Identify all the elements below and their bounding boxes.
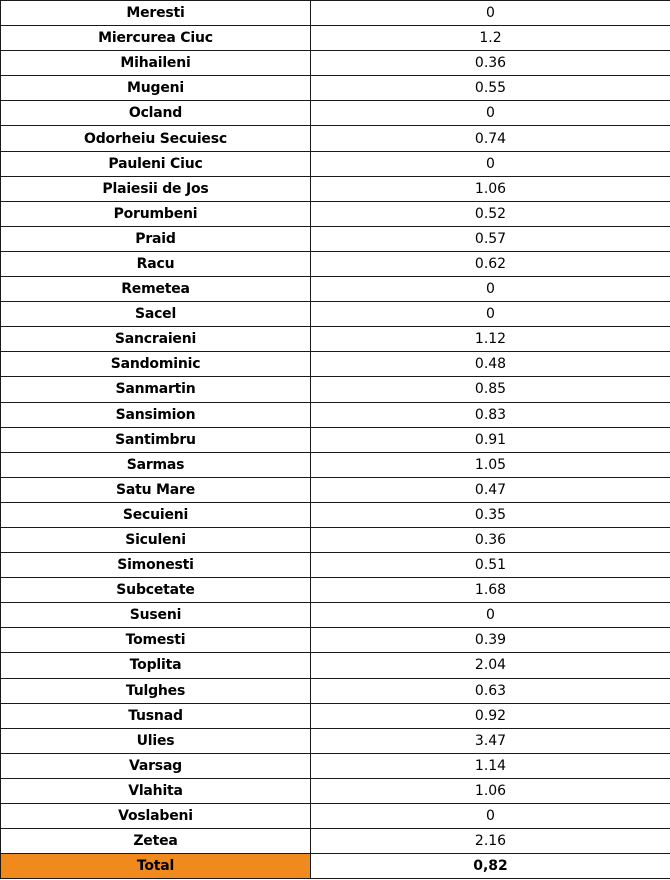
table-row: [1, 201, 670, 226]
locality-name-cell[interactable]: Ocland: [1, 101, 311, 126]
locality-name-cell[interactable]: Plaiesii de Jos: [1, 176, 311, 201]
table-row: [1, 1, 670, 26]
table-row: [1, 502, 670, 527]
value-cell[interactable]: 0.83: [311, 402, 670, 427]
value-cell[interactable]: 0.52: [311, 201, 670, 226]
locality-name-cell[interactable]: Voslabeni: [1, 804, 311, 829]
value-cell[interactable]: 1.12: [311, 327, 670, 352]
locality-name-cell[interactable]: Odorheiu Secuiesc: [1, 126, 311, 151]
locality-name-cell[interactable]: Tomesti: [1, 628, 311, 653]
locality-name-cell[interactable]: Mugeni: [1, 76, 311, 101]
table-row: [1, 176, 670, 201]
value-cell[interactable]: 0.74: [311, 126, 670, 151]
locality-name-cell[interactable]: Simonesti: [1, 553, 311, 578]
value-cell[interactable]: 0.62: [311, 251, 670, 276]
table-row: [1, 527, 670, 552]
value-cell[interactable]: 0.36: [311, 527, 670, 552]
total-label-cell[interactable]: Total: [1, 854, 311, 879]
locality-name-cell[interactable]: Varsag: [1, 753, 311, 778]
value-cell[interactable]: 3.47: [311, 728, 670, 753]
locality-name-cell[interactable]: Sancraieni: [1, 327, 311, 352]
value-cell[interactable]: 1.14: [311, 753, 670, 778]
value-cell[interactable]: 0.57: [311, 226, 670, 251]
value-cell[interactable]: 1.05: [311, 452, 670, 477]
value-cell[interactable]: 1.06: [311, 176, 670, 201]
locality-name-cell[interactable]: Ulies: [1, 728, 311, 753]
locality-name-cell[interactable]: Pauleni Ciuc: [1, 151, 311, 176]
table-row: [1, 76, 670, 101]
value-cell[interactable]: 0.47: [311, 477, 670, 502]
table-row: [1, 277, 670, 302]
value-cell[interactable]: 0.51: [311, 553, 670, 578]
locality-name-cell[interactable]: Mihaileni: [1, 51, 311, 76]
locality-name-cell[interactable]: Porumbeni: [1, 201, 311, 226]
table-row: [1, 703, 670, 728]
locality-name-cell[interactable]: Toplita: [1, 653, 311, 678]
table-row: [1, 251, 670, 276]
locality-name-cell[interactable]: Praid: [1, 226, 311, 251]
table-row: [1, 628, 670, 653]
locality-name-cell[interactable]: Secuieni: [1, 502, 311, 527]
value-cell[interactable]: 0: [311, 302, 670, 327]
value-cell[interactable]: 0: [311, 1, 670, 26]
value-cell[interactable]: 0.48: [311, 352, 670, 377]
value-cell[interactable]: 0.91: [311, 427, 670, 452]
value-cell[interactable]: 0: [311, 101, 670, 126]
locality-name-cell[interactable]: Sacel: [1, 302, 311, 327]
value-cell[interactable]: 0.36: [311, 51, 670, 76]
value-cell[interactable]: 0: [311, 277, 670, 302]
value-cell[interactable]: 1.68: [311, 578, 670, 603]
locality-name-cell[interactable]: Sandominic: [1, 352, 311, 377]
value-cell[interactable]: 0.92: [311, 703, 670, 728]
locality-name-cell[interactable]: Satu Mare: [1, 477, 311, 502]
table-row: [1, 126, 670, 151]
locality-name-cell[interactable]: Siculeni: [1, 527, 311, 552]
table-row: [1, 553, 670, 578]
value-cell[interactable]: 0.35: [311, 502, 670, 527]
locality-name-cell[interactable]: Sanmartin: [1, 377, 311, 402]
locality-name-cell[interactable]: Remetea: [1, 277, 311, 302]
table-row: [1, 402, 670, 427]
table-body: [1, 1, 670, 879]
table-row: [1, 753, 670, 778]
value-cell[interactable]: 0.85: [311, 377, 670, 402]
value-cell[interactable]: 0.39: [311, 628, 670, 653]
locality-name-cell[interactable]: Suseni: [1, 603, 311, 628]
value-cell[interactable]: 0: [311, 151, 670, 176]
value-cell[interactable]: 0.55: [311, 76, 670, 101]
locality-name-cell[interactable]: Meresti: [1, 1, 311, 26]
table-row: [1, 327, 670, 352]
total-value-cell[interactable]: 0,82: [311, 854, 670, 879]
table-row: [1, 653, 670, 678]
table-row: [1, 678, 670, 703]
locality-name-cell[interactable]: Santimbru: [1, 427, 311, 452]
locality-name-cell[interactable]: Sarmas: [1, 452, 311, 477]
locality-name-cell[interactable]: Tusnad: [1, 703, 311, 728]
value-cell[interactable]: 0: [311, 603, 670, 628]
locality-name-cell[interactable]: Subcetate: [1, 578, 311, 603]
locality-name-cell[interactable]: Sansimion: [1, 402, 311, 427]
locality-name-cell[interactable]: Tulghes: [1, 678, 311, 703]
value-cell[interactable]: 2.16: [311, 829, 670, 854]
table-row: [1, 226, 670, 251]
table-row: [1, 302, 670, 327]
table-row: [1, 778, 670, 803]
table-row: [1, 151, 670, 176]
locality-name-cell[interactable]: Vlahita: [1, 778, 311, 803]
table-row: [1, 804, 670, 829]
locality-name-cell[interactable]: Zetea: [1, 829, 311, 854]
value-cell[interactable]: 1.2: [311, 26, 670, 51]
table-row: [1, 603, 670, 628]
table-row: [1, 101, 670, 126]
table-row: [1, 352, 670, 377]
value-cell[interactable]: 0: [311, 804, 670, 829]
value-cell[interactable]: 0.63: [311, 678, 670, 703]
value-cell[interactable]: 1.06: [311, 778, 670, 803]
value-cell[interactable]: 2.04: [311, 653, 670, 678]
table-row: [1, 26, 670, 51]
table-row: [1, 578, 670, 603]
locality-name-cell[interactable]: Racu: [1, 251, 311, 276]
table-row: [1, 377, 670, 402]
table-row: [1, 452, 670, 477]
locality-name-cell[interactable]: Miercurea Ciuc: [1, 26, 311, 51]
total-row: [1, 854, 670, 879]
table-row: [1, 51, 670, 76]
table-row: [1, 829, 670, 854]
table-row: [1, 427, 670, 452]
table-row: [1, 728, 670, 753]
table-row: [1, 477, 670, 502]
